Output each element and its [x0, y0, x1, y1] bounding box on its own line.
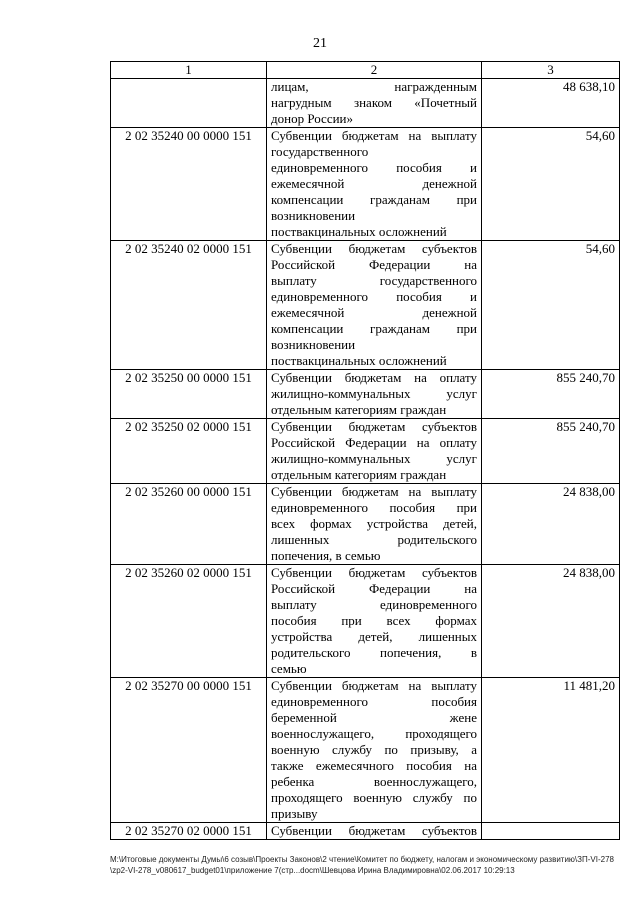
income-name-cell — [267, 565, 482, 678]
income-name-cell — [267, 823, 482, 840]
budget-code-cell: 2 02 35240 02 0000 151 — [111, 241, 267, 370]
income-name-line: выплату единовременного — [271, 597, 477, 612]
income-name-line: Российской Федерации на оплату — [271, 435, 477, 450]
income-name-line: Субвенции бюджетам на оплату — [271, 370, 477, 385]
income-name-line: Субвенции бюджетам субъектов — [271, 565, 477, 580]
income-name-line: ребенка военнослужащего, — [271, 774, 477, 789]
income-name-line: государственного — [271, 144, 369, 159]
table-row — [111, 678, 620, 823]
income-name-line: нагрудным знаком «Почетный — [271, 95, 477, 110]
budget-code-cell: 2 02 35250 00 0000 151 — [111, 370, 267, 419]
table-row — [111, 370, 620, 419]
income-name-line: выплату государственного — [271, 273, 477, 288]
table-body — [111, 79, 620, 840]
income-name-line: жилищно-коммунальных услуг — [271, 386, 477, 401]
income-name-cell — [267, 79, 482, 128]
income-name-line: возникновении — [271, 208, 356, 223]
income-name-line: призыву — [271, 806, 318, 821]
amount-cell: 24 838,00 — [482, 565, 620, 678]
income-name-line: пособия при всех формах — [271, 613, 477, 628]
table-row — [111, 128, 620, 241]
income-name-cell — [267, 419, 482, 484]
income-name-line: единовременного пособия при — [271, 500, 477, 515]
income-name-line: Субвенции бюджетам на выплату — [271, 678, 477, 693]
budget-code-cell: 2 02 35260 02 0000 151 — [111, 565, 267, 678]
income-name-line: всех формах устройства детей, — [271, 516, 477, 531]
income-name-cell — [267, 370, 482, 419]
income-name-line: поствакцинальных осложнений — [271, 353, 447, 368]
income-name-line: устройства детей, лишенных — [271, 629, 477, 644]
amount-cell: 855 240,70 — [482, 370, 620, 419]
income-name-cell — [267, 128, 482, 241]
amount-cell — [482, 823, 620, 840]
income-name-line: Субвенции бюджетам субъектов — [271, 823, 477, 838]
income-name-line: Субвенции бюджетам на выплату — [271, 128, 477, 143]
income-name-line: беременной жене — [271, 710, 477, 725]
amount-cell: 24 838,00 — [482, 484, 620, 565]
income-name-cell — [267, 678, 482, 823]
income-name-line: отдельным категориям граждан — [271, 402, 447, 417]
budget-code-cell: 2 02 35260 00 0000 151 — [111, 484, 267, 565]
table-row — [111, 565, 620, 678]
income-name-line: Субвенции бюджетам на выплату — [271, 484, 477, 499]
budget-code-cell — [111, 79, 267, 128]
table-row — [111, 79, 620, 128]
table-row — [111, 241, 620, 370]
income-name-line: также ежемесячного пособия на — [271, 758, 477, 773]
income-name-line: военнослужащего, проходящего — [271, 726, 477, 741]
budget-code-cell: 2 02 35270 00 0000 151 — [111, 678, 267, 823]
income-name-line: Субвенции бюджетам субъектов — [271, 241, 477, 256]
income-name-line: жилищно-коммунальных услуг — [271, 451, 477, 466]
income-name-cell — [267, 241, 482, 370]
budget-code-cell: 2 02 35240 00 0000 151 — [111, 128, 267, 241]
income-name-cell — [267, 484, 482, 565]
income-name-line: компенсации гражданам при — [271, 192, 477, 207]
table-row — [111, 484, 620, 565]
column-header-2: 2 — [267, 62, 482, 79]
column-header-1: 1 — [111, 62, 267, 79]
income-name-line: донор России» — [271, 111, 354, 126]
income-name-line: единовременного пособия и — [271, 160, 477, 175]
income-name-line: возникновении — [271, 337, 356, 352]
page-number: 21 — [313, 36, 327, 51]
table-row — [111, 823, 620, 840]
budget-code-cell: 2 02 35250 02 0000 151 — [111, 419, 267, 484]
income-name-line: компенсации гражданам при — [271, 321, 477, 336]
income-name-line: ежемесячной денежной — [271, 305, 477, 320]
table-header-row — [111, 62, 620, 79]
income-name-line: попечения, в семью — [271, 548, 381, 563]
income-name-line: проходящего военную службу по — [271, 790, 477, 805]
income-name-line: ежемесячной денежной — [271, 176, 477, 191]
income-name-line: Субвенции бюджетам субъектов — [271, 419, 477, 434]
amount-cell: 54,60 — [482, 241, 620, 370]
income-name-line: лишенных родительского — [271, 532, 477, 547]
income-name-line: единовременного пособия и — [271, 289, 477, 304]
income-name-line: Российской Федерации на — [271, 581, 477, 596]
income-name-line: поствакцинальных осложнений — [271, 224, 447, 239]
income-name-line: Российской Федерации на — [271, 257, 477, 272]
file-path-footer: M:\Итоговые документы Думы\6 созыв\Проекты Законов\2 чтение\Комитет по бюджету, налогам и экономическому развитию\ЗП-VI-278\zp2-VI-278_v080617_budget01\приложение 7(стр...docm\Шевцова Ирина Владимировна\02.06.2017 10:29:13 — [110, 855, 614, 875]
income-name-line: отдельным категориям граждан — [271, 467, 447, 482]
income-name-line: военную службу по призыву, а — [271, 742, 477, 757]
income-name-line: семью — [271, 661, 307, 676]
income-name-line: единовременного пособия — [271, 694, 477, 709]
column-header-3: 3 — [482, 62, 620, 79]
amount-cell: 48 638,10 — [482, 79, 620, 128]
income-name-line: лицам, награжденным — [271, 79, 477, 94]
income-name-line: родительского попечения, в — [271, 645, 477, 660]
table-row — [111, 419, 620, 484]
amount-cell: 855 240,70 — [482, 419, 620, 484]
amount-cell: 11 481,20 — [482, 678, 620, 823]
budget-table — [110, 61, 620, 840]
budget-code-cell: 2 02 35270 02 0000 151 — [111, 823, 267, 840]
amount-cell: 54,60 — [482, 128, 620, 241]
